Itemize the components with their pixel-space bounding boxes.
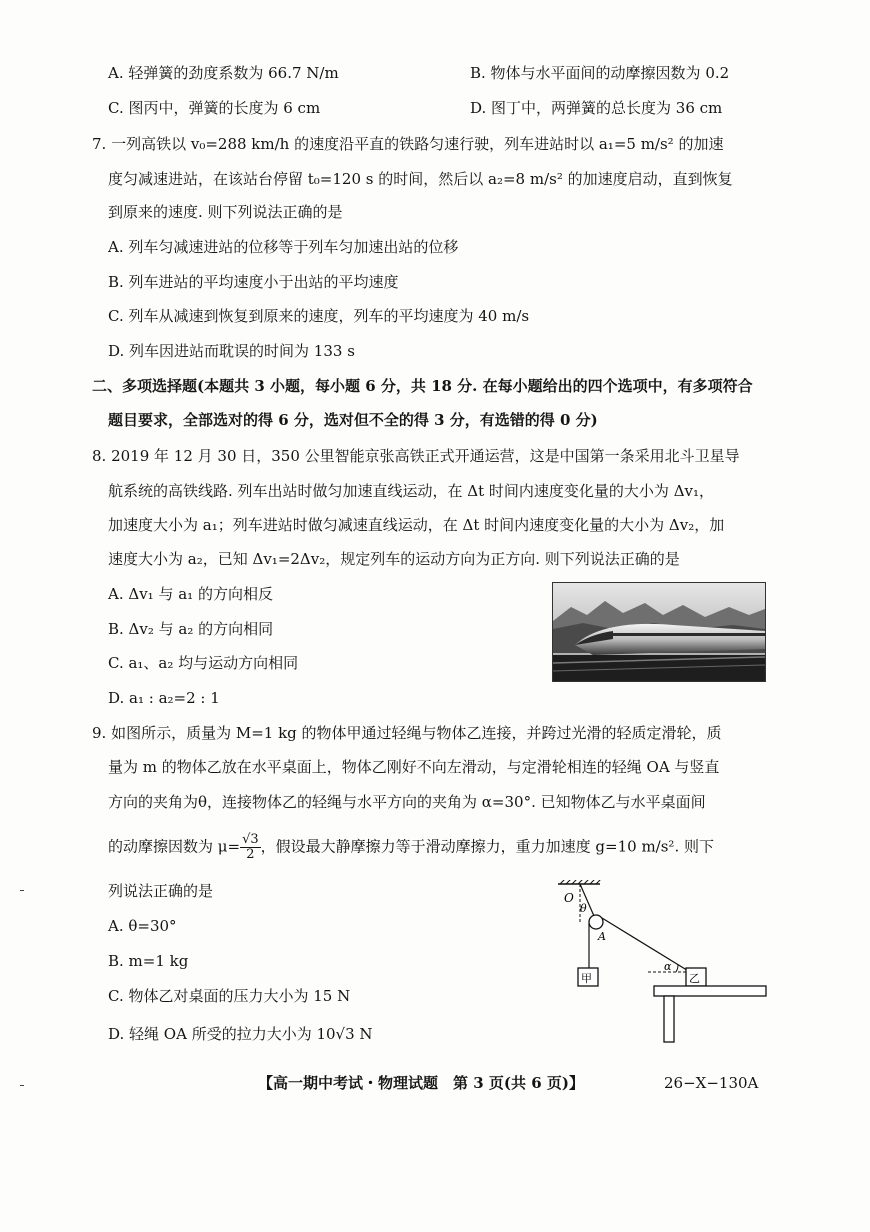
label-alpha: α	[664, 960, 672, 973]
q9-stem-line2: 量为 m 的物体乙放在水平桌面上，物体乙刚好不向左滑动，与定滑轮相连的轻绳 OA 与竖直	[108, 758, 720, 776]
q9-line4-pre: 的动摩擦因数为 μ=	[108, 837, 241, 856]
q9-stem-line3: 方向的夹角为θ，连接物体乙的轻绳与水平方向的夹角为 α=30°. 已知物体乙与水平桌面间	[108, 793, 706, 811]
q7-stem-line3: 到原来的速度. 则下列说法正确的是	[108, 203, 343, 221]
q9-stem-line1: 9. 如图所示，质量为 M=1 kg 的物体甲通过轻绳与物体乙连接，并跨过光滑的轻质定滑轮，质	[92, 724, 722, 742]
q7-option-a: A. 列车匀减速进站的位移等于列车匀加速出站的位移	[108, 238, 459, 256]
q8-stem-line3: 加速度大小为 a₁；列车进站时做匀减速直线运动，在 Δt 时间内速度变化量的大小为 Δv₂，加	[108, 516, 725, 534]
q9-option-a: A. θ=30°	[108, 917, 177, 935]
q7-stem-line1: 7. 一列高铁以 v₀=288 km/h 的速度沿平直的铁路匀速行驶，列车进站时以 a₁=5 m/s² 的加速	[92, 135, 724, 153]
q8-stem-line1: 8. 2019 年 12 月 30 日，350 公里智能京张高铁正式开通运营，这是中国第一条采用北斗卫星导	[92, 447, 740, 465]
q7-option-b: B. 列车进站的平均速度小于出站的平均速度	[108, 273, 399, 291]
q9-option-d: D. 轻绳 OA 所受的拉力大小为 10√3 N	[108, 1025, 373, 1043]
section2-heading-line1: 二、多项选择题(本题共 3 小题，每小题 6 分，共 18 分. 在每小题给出的四个选项中，有多项符合	[92, 377, 753, 395]
margin-mark	[20, 890, 24, 891]
q9-line4-post: ，假设最大静摩擦力等于滑动摩擦力，重力加速度 g=10 m/s². 则下	[260, 837, 714, 856]
q9-stem-line5: 列说法正确的是	[108, 882, 214, 900]
q8-option-c: C. a₁、a₂ 均与运动方向相同	[108, 654, 299, 672]
q7-option-c: C. 列车从减速到恢复到原来的速度，列车的平均速度为 40 m/s	[108, 307, 530, 325]
q8-option-d: D. a₁ : a₂=2 : 1	[108, 689, 220, 707]
q7-option-d: D. 列车因进站而耽误的时间为 133 s	[108, 342, 355, 360]
mu-numerator: √3	[242, 832, 259, 847]
q6-option-c: C. 图丙中，弹簧的长度为 6 cm	[108, 99, 321, 117]
pulley-diagram	[556, 880, 770, 1050]
section2-heading-line2: 题目要求，全部选对的得 6 分，选对但不全的得 3 分，有选错的得 0 分)	[108, 411, 598, 429]
label-o: O	[564, 891, 574, 905]
q6-option-b: B. 物体与水平面间的动摩擦因数为 0.2	[470, 64, 730, 82]
label-yi: 乙	[689, 972, 700, 985]
mu-fraction	[240, 833, 261, 862]
q8-option-b: B. Δv₂ 与 a₂ 的方向相同	[108, 620, 274, 638]
footer-code: 26−X−130A	[664, 1074, 759, 1092]
q8-stem-line2: 航系统的高铁线路. 列车出站时做匀加速直线运动，在 Δt 时间内速度变化量的大小为 Δv₁，	[108, 482, 715, 500]
margin-mark	[20, 1085, 24, 1086]
footer-title: 【高一期中考试・物理试题 第 3 页(共 6 页)】	[258, 1074, 584, 1092]
label-theta: θ	[580, 902, 587, 915]
label-a: A	[598, 930, 606, 943]
q9-stem-line4	[108, 833, 714, 862]
q9-option-c: C. 物体乙对桌面的压力大小为 15 N	[108, 987, 351, 1005]
q7-stem-line2: 度匀减速进站，在该站台停留 t₀=120 s 的时间，然后以 a₂=8 m/s² 的加速度启动，直到恢复	[108, 170, 733, 188]
q9-option-b: B. m=1 kg	[108, 952, 189, 970]
q8-option-a: A. Δv₁ 与 a₁ 的方向相反	[108, 585, 273, 603]
mu-denominator: 2	[246, 847, 255, 862]
train-illustration	[553, 583, 765, 681]
q8-stem-line4: 速度大小为 a₂，已知 Δv₁=2Δv₂，规定列车的运动方向为正方向. 则下列说法正确的是	[108, 550, 680, 568]
label-jia: 甲	[581, 972, 592, 985]
q6-option-d: D. 图丁中，两弹簧的总长度为 36 cm	[470, 99, 723, 117]
q6-option-a: A. 轻弹簧的劲度系数为 66.7 N/m	[108, 64, 339, 82]
train-photo	[552, 582, 766, 682]
